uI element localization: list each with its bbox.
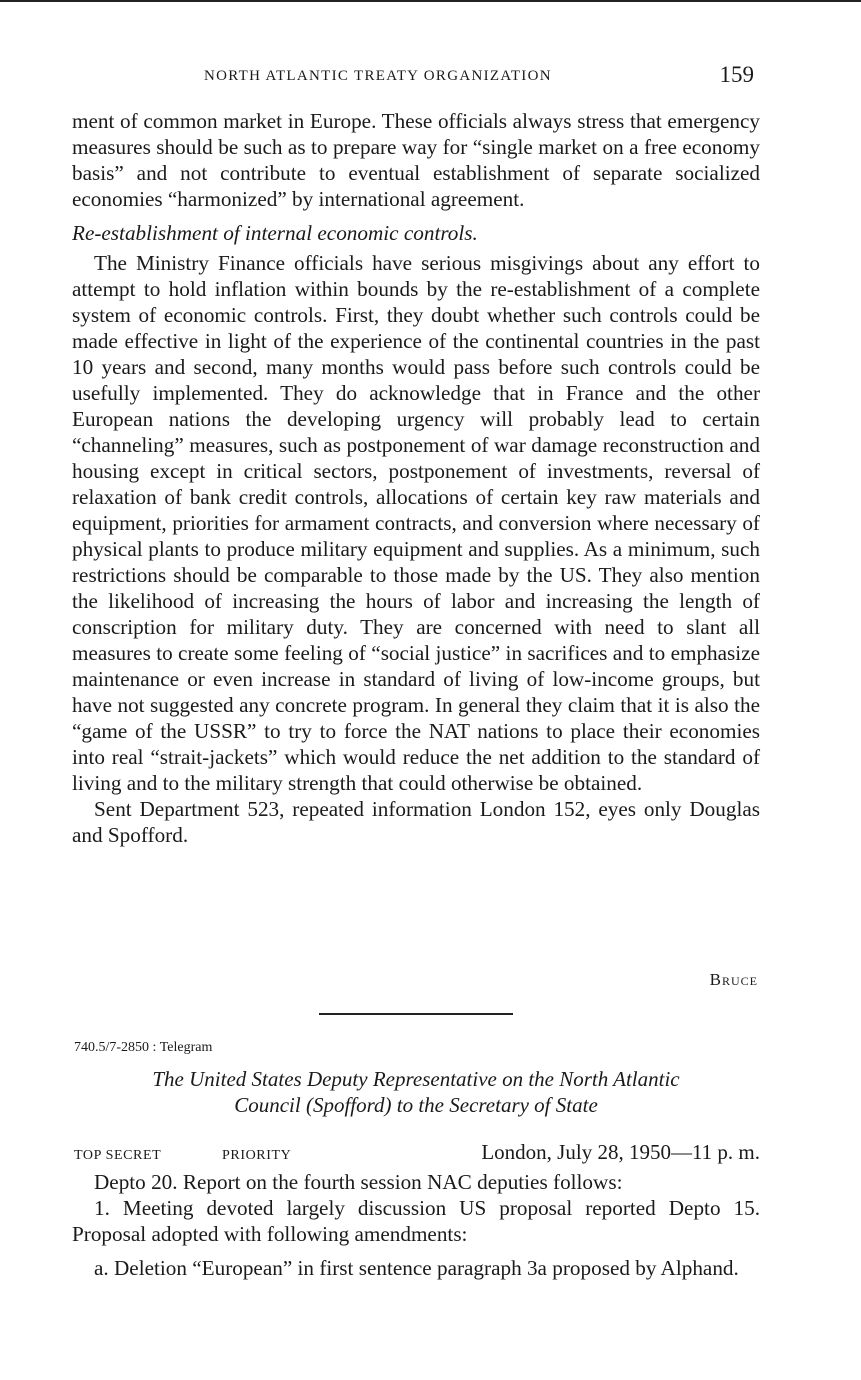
section-divider: [319, 1013, 513, 1015]
page-number: 159: [719, 62, 754, 87]
dateline: London, July 28, 1950—11 p. m.: [481, 1140, 760, 1164]
section-heading: Re-establishment of internal economic controls.: [72, 221, 478, 245]
paragraph: The Ministry Finance officials have serious misgivings about any effort to attempt to hold inflation within bounds by the re-establishment of a complete system of economic controls. First, they doubt whether such controls could be made effective in light of the experience of the continental countries in the past 10 years and second, many months would pass before such controls could be usefully implemented. They do acknowledge that in France and the other European nations the developing urgency will probably lead to certain “channeling” measures, such as postponement of war damage reconstruction and housing except in critical sectors, postponement of investments, reversal of relaxation of bank credit controls, allocations of certain key raw materials and equipment, priorities for armament contracts, and conversion where necessary of physical plants to produce military equipment and supplies. As a minimum, such restrictions should be comparable to those made by the US. They also mention the likelihood of increasing the hours of labor and increasing the length of conscription for military duty. They are concerned with need to slant all measures to create some feeling of “social justice” in sacrifices and to emphasize maintenance or even increase in standard of living of low-income groups, but have not suggested any concrete program. In general they claim that it is also the “game of the USSR” to try to force the NAT nations to place their economies into real “strait-jackets” which would reduce the net addition to the standard of living and to the military strength that could otherwise be obtained.: [72, 251, 760, 795]
file-reference: 740.5/7-2850 : Telegram: [74, 1040, 213, 1055]
classification-line: [74, 1140, 760, 1166]
telegram-body: [72, 1169, 760, 1281]
priority: PRIORITY: [222, 1148, 292, 1163]
document-page: [72, 0, 760, 1380]
body-text: [72, 108, 760, 848]
paragraph: a. Deletion “European” in first sentence paragraph 3a proposed by Alphand.: [94, 1256, 739, 1280]
document-title-line: The United States Deputy Representative on the North Atlantic: [152, 1067, 680, 1091]
paragraph: 1. Meeting devoted largely discussion US proposal reported Depto 15. Proposal adopted with following amendments:: [72, 1196, 760, 1246]
page-header: [72, 62, 760, 92]
running-title: NORTH ATLANTIC TREATY ORGANIZATION: [204, 68, 552, 84]
paragraph: Depto 20. Report on the fourth session NAC deputies follows:: [94, 1170, 623, 1194]
paragraph: ment of common market in Europe. These officials always stress that emergency measures should be such as to prepare way for “single market on a free economy basis” and not contribute to eventual establishment of separate socialized economies “harmonized” by international agreement.: [72, 109, 760, 211]
signature: Bruce: [709, 970, 758, 989]
document-title: [72, 1066, 760, 1118]
paragraph: Sent Department 523, repeated information London 152, eyes only Douglas and Spofford.: [72, 797, 760, 847]
top-border: [0, 0, 861, 2]
classification: TOP SECRET: [74, 1148, 162, 1163]
document-title-line: Council (Spofford) to the Secretary of State: [234, 1093, 598, 1117]
